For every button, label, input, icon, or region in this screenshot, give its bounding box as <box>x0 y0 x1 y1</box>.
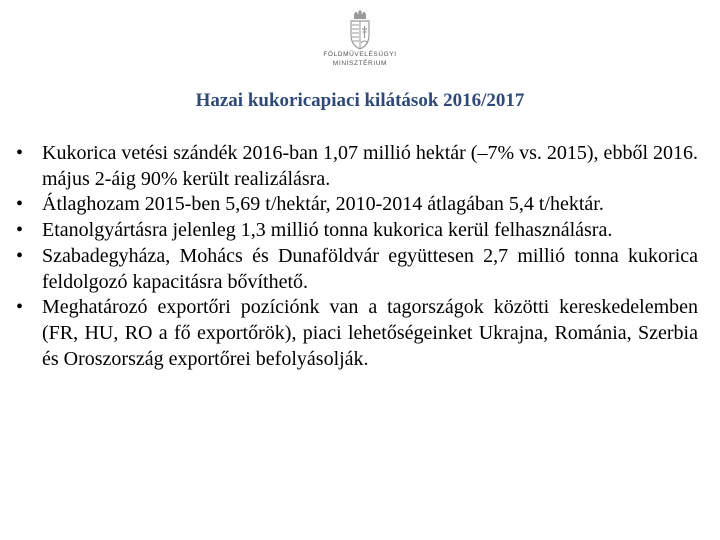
bullet-item <box>14 141 698 192</box>
bullet-item <box>14 244 698 295</box>
bullet-text: Etanolgyártásra jelenleg 1,3 millió tonna kukorica kerül felhasználásra. <box>42 219 613 242</box>
bullet-marker: • <box>16 296 24 319</box>
slide-title: Hazai kukoricapiaci kilátások 2016/2017 <box>195 90 525 111</box>
bullet-marker: • <box>16 142 24 164</box>
bullet-item <box>14 218 698 244</box>
bullet-item <box>14 295 698 372</box>
bullet-text: Meghatározó exportőri pozíciónk van a tagországok közötti kereskedelemben (FR, HU, RO a fő exportőrök), piaci lehetőségeinket Ukrajna, Románia, Szerbia és Oroszország exportőrei befolyásolják. <box>42 296 698 370</box>
bullet-marker: • <box>16 219 24 242</box>
bullet-marker: • <box>16 244 24 267</box>
bullet-text: Szabadegyháza, Mohács és Dunaföldvár együttesen 2,7 millió tonna kukorica feldolgozó kapacitásra bővíthető. <box>42 244 698 293</box>
ministry-name-line-1: FÖLDMŰVELÉSÜGYI <box>323 51 397 58</box>
bullet-text: Átlaghozam 2015-ben 5,69 t/hektár, 2010-2014 átlagában 5,4 t/hektár. <box>42 193 604 216</box>
hungarian-coat-of-arms-icon <box>347 10 373 50</box>
ministry-logo <box>310 10 410 82</box>
bullet-list <box>14 141 698 372</box>
bullet-marker: • <box>16 193 24 216</box>
bullet-text: Kukorica vetési szándék 2016-ban 1,07 millió hektár (–7% vs. 2015), ebből 2016. május 2-áig 90% került realizálásra. <box>42 142 698 190</box>
bullet-item <box>14 192 698 218</box>
ministry-name-line-2: MINISZTÉRIUM <box>332 60 388 67</box>
